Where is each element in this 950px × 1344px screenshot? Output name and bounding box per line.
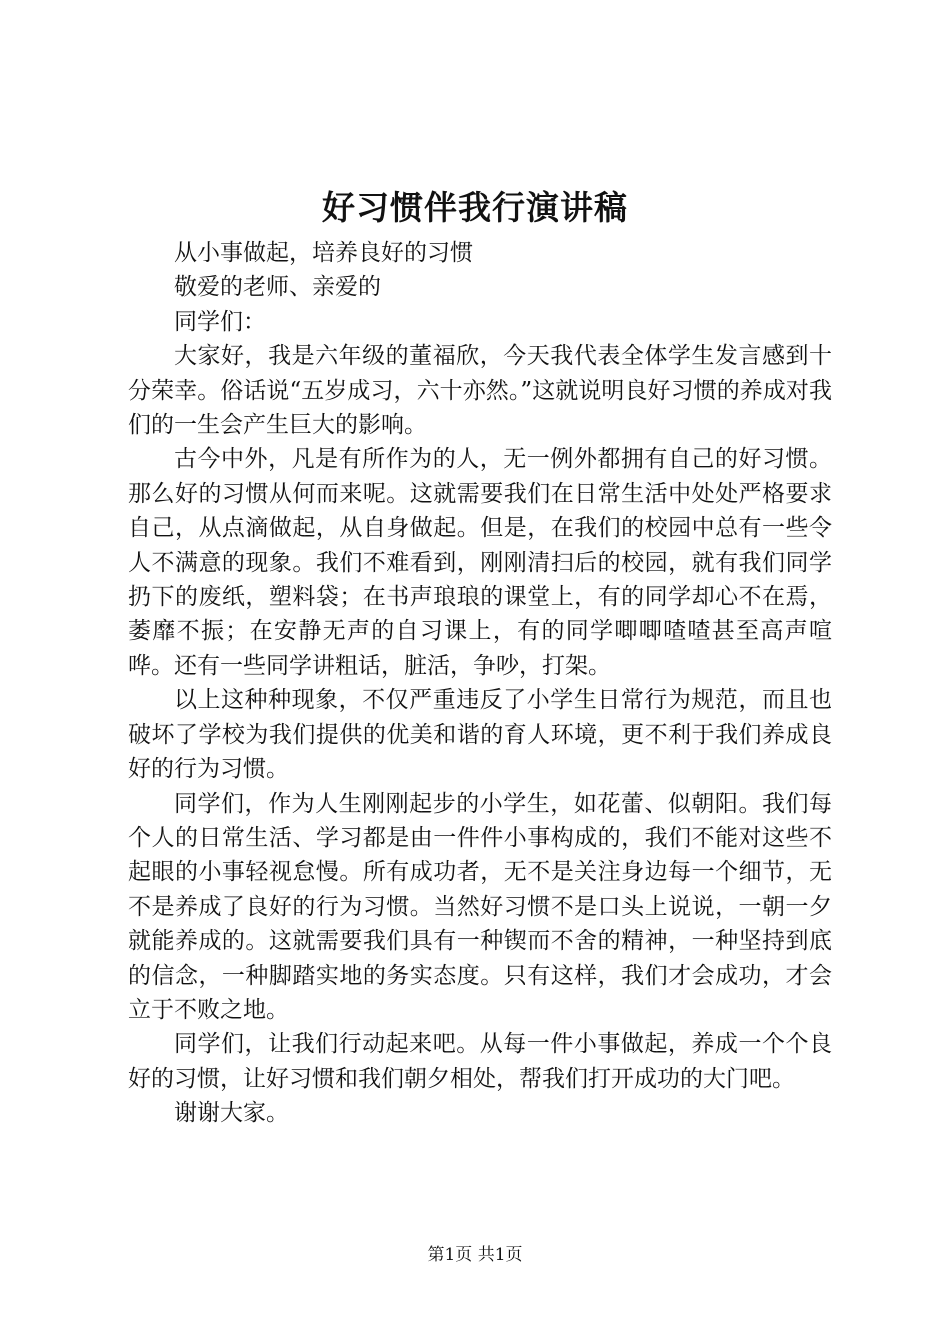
paragraph-intro: 大家好，我是六年级的董福欣，今天我代表全体学生发言感到十分荣幸。俗话说“五岁成习，六十亦然。”这就说明良好习惯的养成对我们的一生会产生巨大的影响。 (128, 343, 832, 439)
paragraph-call: 同学们，作为人生刚刚起步的小学生，如花蕾、似朝阳。我们每个人的日常生活、学习都是由一件件小事构成的，我们不能对这些不起眼的小事轻视怠慢。所有成功者，无不是关注身边每一个细节，无不是养成了良好的行为习惯。当然好习惯不是口头上说说，一朝一夕就能养成的。这就需要我们具有一种锲而不舍的精神，一种坚持到底的信念，一种脚踏实地的务实态度。只有这样，我们才会成功，才会立于不败之地。 (128, 790, 832, 1023)
paragraph-consequences: 以上这种种现象，不仅严重违反了小学生日常行为规范，而且也破坏了学校为我们提供的优美和谐的育人环境，更不利于我们养成良好的行为习惯。 (128, 687, 832, 783)
paragraph-action: 同学们，让我们行动起来吧。从每一件小事做起，养成一个个良好的习惯，让好习惯和我们朝夕相处，帮我们打开成功的大门吧。 (128, 1031, 832, 1092)
paragraph-subtitle: 从小事做起，培养良好的习惯 (174, 240, 473, 266)
document-body (128, 236, 832, 1131)
page-footer: 第1页 共1页 (427, 1245, 523, 1265)
paragraph-problems: 古今中外，凡是有所作为的人，无一例外都拥有自己的好习惯。那么好的习惯从何而来呢。这就需要我们在日常生活中处处严格要求自己，从点滴做起，从自身做起。但是，在我们的校园中总有一些令人不满意的现象。我们不难看到，刚刚清扫后的校园，就有我们同学扔下的废纸，塑料袋；在书声琅琅的课堂上，有的同学却心不在焉，萎靡不振；在安静无声的自习课上，有的同学唧唧喳喳甚至高声喧哗。还有一些同学讲粗话，脏活，争吵，打架。 (128, 446, 832, 679)
paragraph-salutation-1: 敬爱的老师、亲爱的 (174, 274, 381, 301)
document-title: 好习惯伴我行演讲稿 (322, 188, 628, 227)
paragraph-salutation-2: 同学们： (174, 308, 266, 335)
paragraph-thanks: 谢谢大家。 (174, 1100, 289, 1127)
